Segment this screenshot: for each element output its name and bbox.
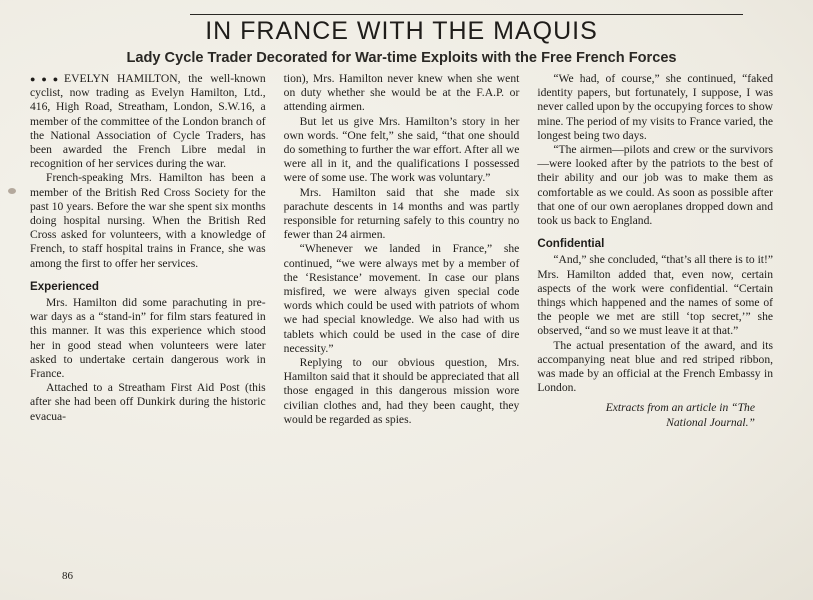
credit-line-1: Extracts from an article in “The — [605, 401, 756, 415]
paragraph: “And,” she concluded, “that’s all there is to it!” Mrs. Hamilton added that, even now, certain aspects of the work were confidential. “Certain things which happened and the names of some of the people we met are still ‘top secret,’” she observed, “and so we must leave it at that.” — [537, 253, 774, 338]
paragraph: The actual presentation of the award, and its accompanying neat blue and red striped ribbon, was made by an official at the French Embassy in London. — [537, 338, 774, 395]
page-number: 86 — [62, 570, 73, 582]
paragraph: “The airmen—pilots and crew or the survivors—were looked after by the patriots to the best of their ability and our job was to make them as comfortable as we could. As soon as possible after that one of our own aeroplanes dropped down and took us back to England. — [537, 143, 774, 228]
article-columns — [30, 72, 773, 430]
paragraph: Mrs. Hamilton did some parachuting in pre-war days as a “stand-in” for film stars featured in this manner. It was this experience which stood her in good stead when volunteers were later asked to undertake certain dangerous work in France. — [30, 296, 266, 381]
section-heading-confidential: Confidential — [537, 237, 605, 251]
top-rule — [190, 14, 743, 15]
credit-line-2: National Journal.” — [666, 415, 756, 429]
column-3 — [537, 72, 773, 430]
ink-blot — [8, 188, 16, 194]
column-1 — [30, 72, 266, 430]
section-heading-experienced: Experienced — [30, 279, 99, 293]
subheadline: Lady Cycle Trader Decorated for War-time Exploits with the Free French Forces — [126, 50, 677, 66]
paragraph: Replying to our obvious question, Mrs. Hamilton said that it should be appreciated that all those engaged in this dangerous mission wore civilian clothes and, had they been caught, they would be regarded as spies. — [283, 356, 520, 426]
paragraph — [30, 72, 266, 171]
paragraph: French-speaking Mrs. Hamilton has been a member of the British Red Cross Society for the past 10 years. Before the war she spent six months doing hospital nursing. When the British Red Cross asked for volunteers, with a knowledge of French, to staff hospital trains in France, she was among the first to offer her services. — [30, 171, 266, 270]
paragraph: Attached to a Streatham First Aid Post (this after she had been off Dunkirk during the historic evacua- — [30, 381, 266, 423]
paragraph: “Whenever we landed in France,” she continued, “we were always met by a member of the ‘Resistance’ movement. In case our plans misfired, we were always given special code words which could be used with patriots of whom we had special knowledge. We also had with us tablets which could be used in the case of dire necessity.” — [283, 242, 520, 355]
source-credit — [537, 401, 773, 429]
lead-bullets: ●●● — [30, 74, 65, 84]
paragraph: But let us give Mrs. Hamilton’s story in her own words. “One felt,” she said, “that one should do something to further the war effort. After all we were all in it, and the qualifications I possessed were of some use. The work was voluntary.” — [283, 114, 520, 185]
lead-text: EVELYN HAMILTON, the well-known cyclist, now trading as Evelyn Hamilton, Ltd., 416, High Road, Streatham, London, S.W.16, a member of the committee of the London branch of the National Association of Cycle Traders, has been awarded the French Libre medal in recognition of her services during the war. — [30, 72, 266, 171]
paragraph: tion), Mrs. Hamilton never knew when she went on duty whether she would be at the F.A.P. or attending airmen. — [283, 72, 520, 114]
column-2 — [284, 72, 520, 430]
paragraph: “We had, of course,” she continued, “faked identity papers, but fortunately, I suppose, I was never called upon by the occupying forces to show mine. The period of my visits to France varied, the longest being two days. — [537, 72, 774, 142]
paragraph: Mrs. Hamilton said that she made six parachute descents in 14 months and was partly responsible for returning safely to this country no fewer than 24 airmen. — [283, 185, 520, 242]
headline: IN FRANCE WITH THE MAQUIS — [205, 17, 598, 45]
